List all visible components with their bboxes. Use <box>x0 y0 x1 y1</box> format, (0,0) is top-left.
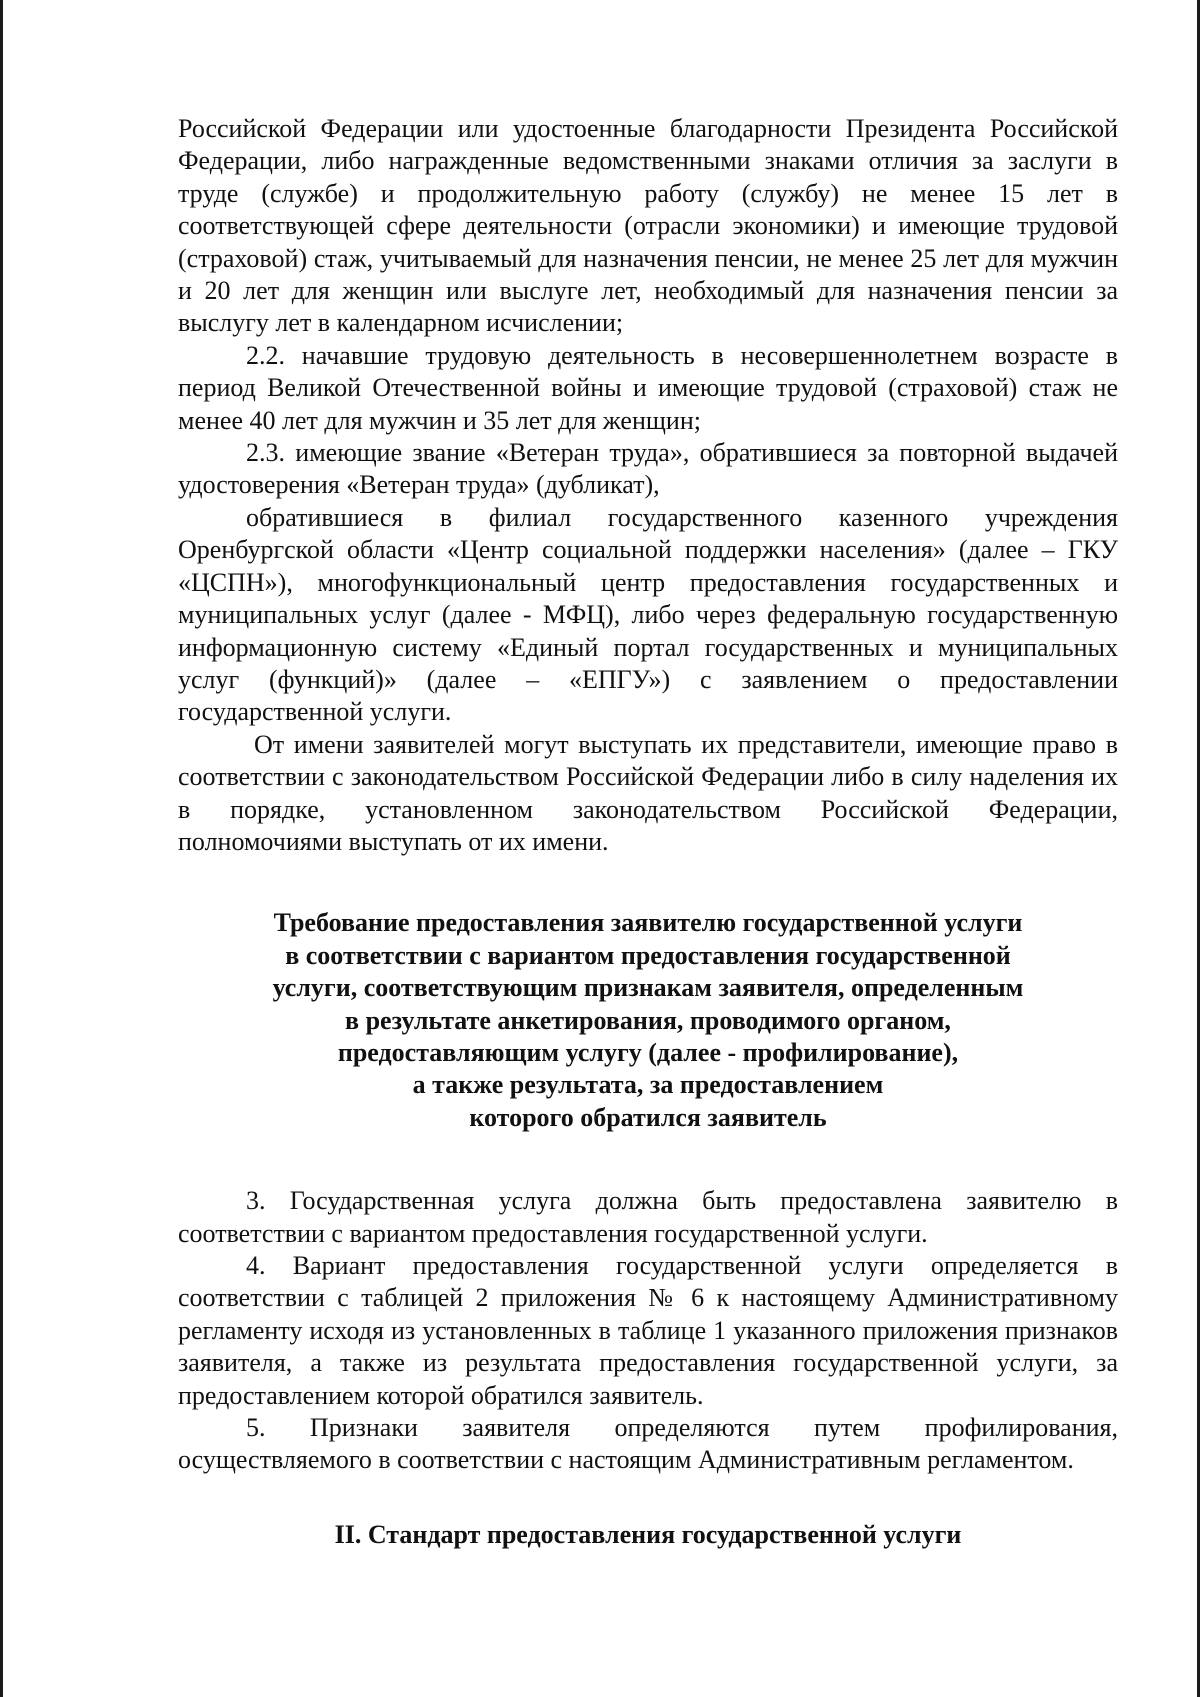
heading-line: в результате анкетирования, проводимого органом, <box>345 1005 951 1035</box>
heading-line: Требование предоставления заявителю государственной услуги <box>273 908 1023 938</box>
heading-line: а также результата, за предоставлением <box>412 1070 884 1100</box>
heading-line: в соответствии с вариантом предоставления государственной <box>285 940 1011 970</box>
heading-line: которого обратился заявитель <box>469 1102 827 1132</box>
paragraph-2-3: 2.3. имеющие звание «Ветеран труда», обратившиеся за повторной выдачей удостоверения «Ветеран труда» (дубликат), <box>178 438 1118 500</box>
section-heading <box>178 907 1118 1134</box>
paragraph-3: 3. Государственная услуга должна быть предоставлена заявителю в соответствии с вариантом предоставления государственной услуги. <box>178 1186 1118 1248</box>
paragraph-2-2: 2.2. начавшие трудовую деятельность в несовершеннолетнем возрасте в период Великой Отечественной войны и имеющие трудовой (страховой) стаж не менее 40 лет для мужчин и 35 лет для женщин; <box>178 340 1118 435</box>
paragraph-4: 4. Вариант предоставления государственной услуги определяется в соответствии с таблицей 2 приложения № 6 к настоящему Административному регламенту исходя из установленных в таблице 1 указанного приложения признаков заявителя, а также из результата предоставления государственной услуги, за предоставлением которой обратился заявитель. <box>178 1251 1118 1410</box>
section-title: II. Стандарт предоставления государственной услуги <box>334 1519 962 1549</box>
paragraph-representatives: От имени заявителей могут выступать их представители, имеющие право в соответствии с законодательством Российской Федерации либо в силу наделения их в порядке, установленном законодательством Российской Федерации, полномочиями выступать от их имени. <box>178 729 1118 856</box>
paragraph-continuation: Российской Федерации или удостоенные благодарности Президента Российской Федерации, либо награжденные ведомственными знаками отличия за заслуги в труде (службе) и продолжительную работу (службу) не менее 15 лет в соответствующей сфере деятельности (отрасли экономики) и имеющие трудовой (страховой) стаж, учитываемый для назначения пенсии, не менее 25 лет для мужчин и 20 лет для женщин или выслуге лет, необходимый для назначения пенсии за выслугу лет в календарном исчислении; <box>178 114 1118 338</box>
paragraph-applicants-applied: обратившиеся в филиал государственного казенного учреждения Оренбургской области «Центр социальной поддержки населения» (далее – ГКУ «ЦСПН»), многофункциональный центр предоставления государственных и муниципальных услуг (далее - МФЦ), либо через федеральную государственную информационную систему «Единый портал государственных и муниципальных услуг (функций)» (далее – «ЕПГУ») с заявлением о предоставлении государственной услуги. <box>178 502 1118 727</box>
paragraph-5: 5. Признаки заявителя определяются путем профилирования, осуществляемого в соответствии с настоящим Административным регламентом. <box>178 1413 1118 1475</box>
scan-left-edge <box>0 0 3 1697</box>
document-body <box>178 113 1118 1551</box>
heading-line: предоставляющим услугу (далее - профилирование), <box>337 1037 959 1067</box>
heading-line: услуги, соответствующим признакам заявителя, определенным <box>272 973 1024 1003</box>
